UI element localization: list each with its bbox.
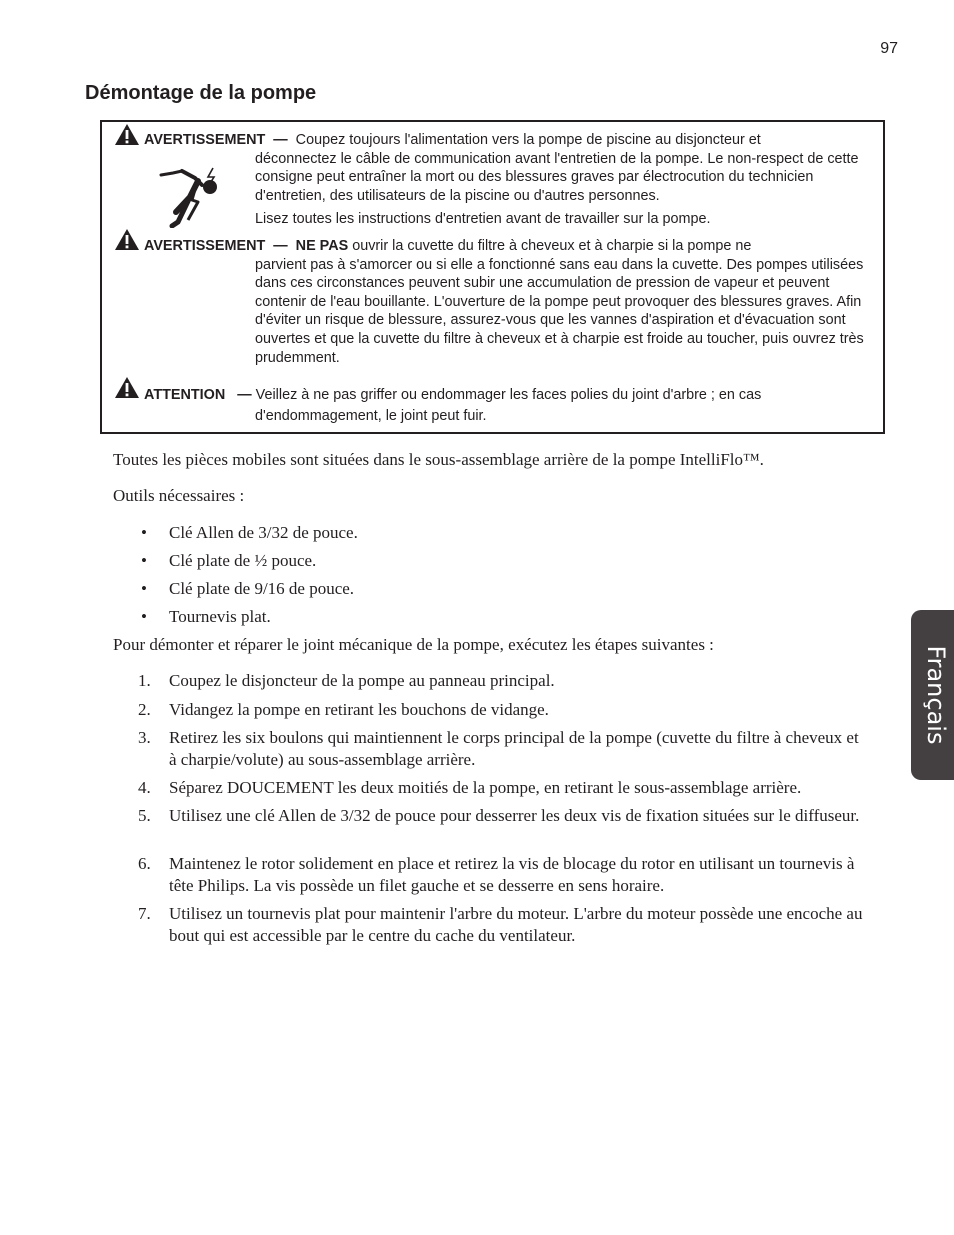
attention-seal [114,385,874,427]
tools-heading: Outils nécessaires : [113,486,245,505]
warning-body-text: parvient pas à s'amorcer ou si elle a fonctionné sans eau dans la cuvette. Des pompes utilisées dans ces circonstances peuvent subir une accumulation de pression de vapeur et peuvent contenir de l'eau bouillante. L'ouverture de la pompe peut provoquer des blessures graves. Afin d'éviter un risque de blessure, assurez-vous que les vannes d'aspiration et d'évacuation sont ouvertes et que la cuvette du filtre à cheveux et à charpie est froide au toucher, puis ouvrez très prudemment. [255,256,864,366]
warning-label: AVERTISSEMENT [144,238,266,254]
tool-item-text: Clé plate de 9/16 de pouce. [169,579,355,598]
tool-item-text: Clé Allen de 3/32 de pouce. [169,523,358,542]
step-number: 5. [138,806,151,825]
step-text: Séparez DOUCEMENT les deux moitiés de la pompe, en retirant le sous-assemblage arrière. [169,778,802,797]
warning-lead-text: ouvrir la cuvette du filtre à cheveux et à charpie si la pompe ne [352,238,752,254]
warning-body-text: déconnectez le câble de communication avant l'entretien de la pompe. Le non-respect de cette consigne peut entraîner la mort ou des blessures graves par électrocution du technicien d'entretien, des utilisateurs de la piscine ou d'autres personnes. [255,150,859,204]
tools-list-item [138,606,868,628]
tools-list-item [138,578,868,600]
step-number: 3. [138,728,151,747]
step-text: Utilisez un tournevis plat pour maintenir l'arbre du moteur. L'arbre du moteur possède une encoche au bout qui est accessible par le centre du cache du ventilateur. [169,904,863,945]
bullet: • [141,607,147,626]
warning-label: AVERTISSEMENT [144,132,266,148]
step-item [138,699,868,721]
warning-electrical [114,131,874,229]
language-tab-label: Français [922,645,950,745]
tools-list-item [138,550,868,572]
step-text: Maintenez le rotor solidement en place et retirez la vis de blocage du rotor en utilisant un tournevis à tête Philips. La vis possède un filet gauche et se desserre en sens horaire. [169,854,855,895]
steps-intro: Pour démonter et réparer le joint mécanique de la pompe, exécutez les étapes suivantes : [113,635,714,654]
attention-label: ATTENTION [144,387,226,403]
language-tab [911,610,954,780]
bullet: • [141,523,147,542]
step-item [138,670,868,692]
warning-note-text: Lisez toutes les instructions d'entretien avant de travailler sur la pompe. [255,211,711,228]
warning-dash: — [273,238,288,254]
step-text: Vidangez la pompe en retirant les bouchons de vidange. [169,700,549,719]
step-number: 2. [138,700,151,719]
warning-pressure [114,237,874,367]
page-number: 97 [880,40,898,57]
tool-item-text: Clé plate de ½ pouce. [169,551,317,570]
warning-dash: — [273,132,288,148]
step-number: 4. [138,778,151,797]
tools-list-item [138,522,868,544]
step-number: 7. [138,904,151,923]
step-item [138,727,868,771]
safety-warning-box [100,120,885,434]
step-number: 1. [138,671,151,690]
warning-lead-text: Coupez toujours l'alimentation vers la pompe de piscine au disjoncteur et [295,132,761,148]
step-text: Coupez le disjoncteur de la pompe au panneau principal. [169,671,555,690]
attention-lead-text: Veillez à ne pas griffer ou endommager les faces polies du joint d'arbre ; en cas [255,387,762,403]
step-item [138,903,868,947]
intro-paragraph: Toutes les pièces mobiles sont situées dans le sous-assemblage arrière de la pompe IntelliFlo™. [113,450,764,469]
bullet: • [141,579,147,598]
tool-item-text: Tournevis plat. [169,607,271,626]
step-text: Utilisez une clé Allen de 3/32 de pouce pour desserrer les deux vis de fixation situées sur le diffuseur. [169,806,860,825]
step-number: 6. [138,854,151,873]
step-item [138,805,868,827]
step-text: Retirez les six boulons qui maintiennent le corps principal de la pompe (cuvette du filtre à cheveux et à charpie/volute) au sous-assemblage arrière. [169,728,859,769]
step-item [138,853,868,897]
attention-body-text: d'endommagement, le joint peut fuir. [255,408,487,424]
attention-dash: — [237,387,252,403]
section-title: Démontage de la pompe [85,82,317,104]
step-item [138,777,868,799]
bullet: • [141,551,147,570]
warning-emphasis: NE PAS [295,238,349,254]
